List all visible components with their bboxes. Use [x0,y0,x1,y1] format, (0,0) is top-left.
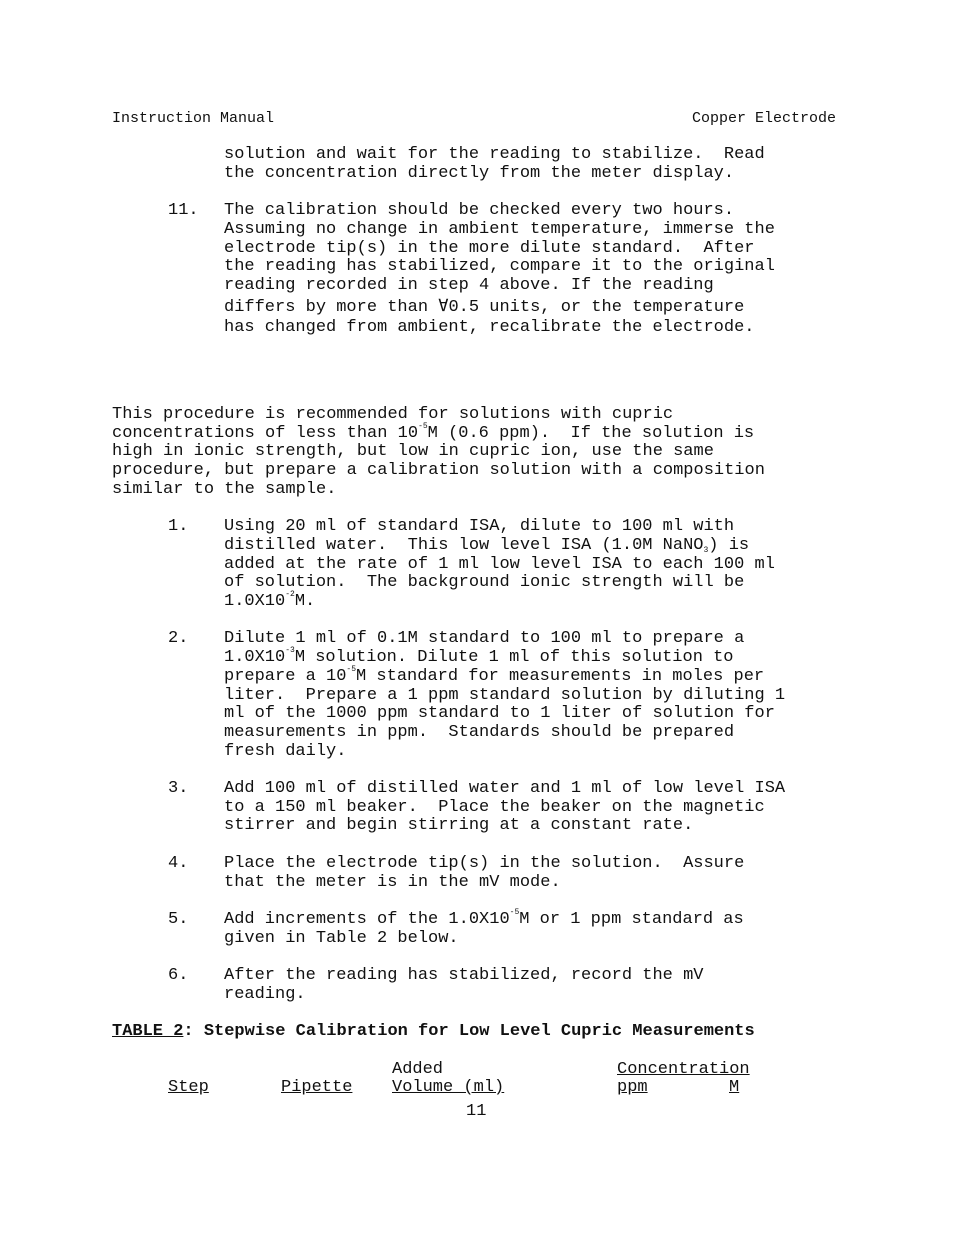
step-line: measurements in ppm. Standards should be prepared [224,723,735,742]
exponent: -5 [418,422,428,431]
step-line: electrode tip(s) in the more dilute standard. After [224,239,755,258]
step-line: $1.0X10^{-2}M$. [224,590,316,611]
table-title: TABLE 2: Stepwise Calibration for Low Level Cupric Measurements [112,1022,755,1041]
column-header-ppm: ppm [617,1078,648,1097]
column-header-added: Added [392,1060,444,1079]
step-line: prepare a $10^{-5}M$ standard for measurements in moles per [224,665,765,686]
step-line: Add 100 ml of distilled water and 1 ml of low level ISA [224,779,786,798]
step-number: 2. [168,629,189,648]
step-line: added at the rate of 1 ml low level ISA to each 100 ml [224,555,775,574]
table-label: TABLE 2 [112,1022,184,1041]
step-line: ml of the 1000 ppm standard to 1 liter of solution for [224,704,775,723]
continuation-line: solution and wait for the reading to stabilize. Read [224,145,765,164]
step-line: differs by more than ∀0.5 units, or the temperature [224,298,745,317]
step-line: of solution. The background ionic strength will be [224,573,745,592]
header-right: Copper Electrode [692,110,837,127]
page-number: 11 [466,1102,487,1121]
step-line: that the meter is in the mV mode. [224,873,561,892]
step-number: 4. [168,854,189,873]
step-line: distilled water. This low level ISA (1.0M NaNO$_3$) is [224,536,750,555]
step-line: After the reading has stabilized, record the mV [224,966,704,985]
intro-line: This procedure is recommended for solutions with cupric [112,405,674,424]
step-line: stirrer and begin stirring at a constant rate. [224,816,694,835]
step-line: Add increments of the $1.0X10^{-5}M$ or 1 ppm standard as [224,908,744,929]
step-number: 5. [168,910,189,929]
step-line: Dilute 1 ml of 0.1M standard to 100 ml to prepare a [224,629,745,648]
intro-line: procedure, but prepare a calibration solution with a composition [112,461,765,480]
step-line: Assuming no change in ambient temperature, immerse the [224,220,775,239]
column-header-concentration: Concentration [617,1060,750,1079]
exponent: -3 [285,646,295,655]
step-line: $1.0X10^{-3}M$ solution. Dilute 1 ml of this solution to [224,646,734,667]
step-line: has changed from ambient, recalibrate the electrode. [224,318,755,337]
step-number: 3. [168,779,189,798]
continuation-line: the concentration directly from the meter display. [224,164,735,183]
column-header-step: Step [168,1078,209,1097]
step-line: liter. Prepare a 1 ppm standard solution by diluting 1 [224,686,786,705]
step-line: given in Table 2 below. [224,929,459,948]
header-left: Instruction Manual [112,110,275,127]
step-number: 11. [168,201,199,220]
column-header-volume: Volume (ml) [392,1078,505,1097]
subscript: 3 [703,546,709,555]
step-line: Using 20 ml of standard ISA, dilute to 100 ml with [224,517,735,536]
column-header-pipette: Pipette [281,1078,353,1097]
step-number: 6. [168,966,189,985]
step-line: fresh daily. [224,742,347,761]
step-line: the reading has stabilized, compare it to the original [224,257,775,276]
intro-line: high in ionic strength, but low in cupric ion, use the same [112,442,714,461]
intro-line: concentrations of less than $10^{-5}M$ (0.6 ppm). If the solution is [112,422,755,443]
step-line: to a 150 ml beaker. Place the beaker on the magnetic [224,798,765,817]
step-line: The calibration should be checked every two hours. [224,201,735,220]
intro-line: similar to the sample. [112,480,337,499]
column-header-molar: M [729,1078,740,1097]
exponent: -2 [285,590,295,599]
step-line: Place the electrode tip(s) in the solution. Assure [224,854,745,873]
step-number: 1. [168,517,189,536]
exponent: -5 [346,665,357,674]
step-line: reading. [224,985,306,1004]
step-line: reading recorded in step 4 above. If the reading [224,276,714,295]
exponent: -5 [509,908,520,917]
